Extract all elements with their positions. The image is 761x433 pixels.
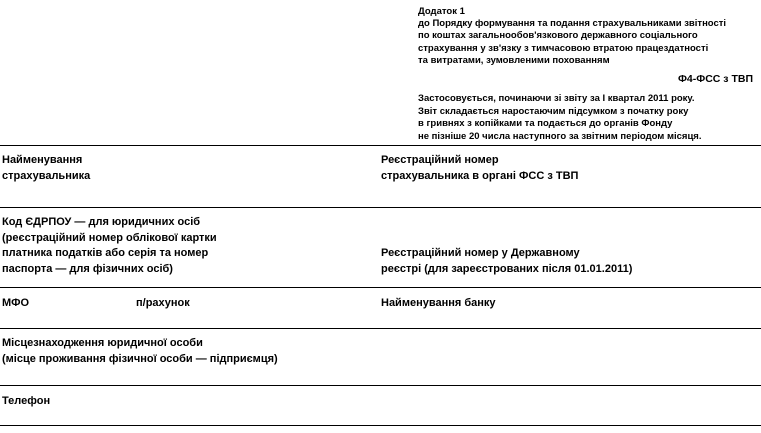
mfo-label: МФО [2,297,30,309]
insurer-name-label [2,153,90,184]
form-code: Ф4-ФСС з ТВП [677,73,753,86]
phone-label: Телефон [2,395,51,407]
header-line-4: страхування у зв'язку з тимчасовою втратою працездатності [418,42,709,54]
edrpou-label-line4: паспорта — для фізичних осіб) [2,262,173,275]
header-note-line-4: не пізніше 20 числа наступного за звітним періодом місяця. [418,130,702,142]
header-line-1: Додаток 1 [418,6,465,17]
state-registry-label-line2: реєстрі (для зареєстрованих після 01.01.2011) [381,262,633,275]
header-block [418,6,753,143]
header-note-line-2: Звіт складається наростаючим підсумком з початку року [418,105,689,117]
divider-5 [0,385,761,386]
registration-number-label-line2: страхувальника в органі ФСС з ТВП [381,169,579,182]
header-line-2: до Порядку формування та подання страхувальниками звітності [418,18,727,30]
location-label-line2: (місце проживання фізичної особи — підприємця) [2,352,278,365]
insurer-name-label-line1: Найменування [2,154,83,166]
state-registry-label [381,246,632,277]
edrpou-label-line1: Код ЄДРПОУ — для юридичних осіб [2,216,201,228]
edrpou-label-line2: (реєстраційний номер облікової картки [2,231,217,244]
registration-number-label-line1: Реєстраційний номер [381,154,499,166]
header-line-5: та витратами, зумовленими похованням [418,54,610,66]
divider-2 [0,207,761,208]
header-line-3: по коштах загальнообов'язкового державного соціального [418,30,698,42]
header-note-line-1: Застосовується, починаючи зі звіту за I квартал 2011 року. [418,93,695,105]
insurer-name-label-line2: страхувальника [2,169,91,182]
divider-1 [0,145,761,146]
location-label [2,336,278,367]
divider-3 [0,287,761,288]
header-note [418,93,753,143]
divider-4 [0,328,761,329]
account-label: п/рахунок [136,297,190,309]
header-note-line-3: в гривнях з копійками та подається до органів Фонду [418,118,673,130]
bank-name-label: Найменування банку [381,297,496,309]
registration-number-label [381,153,578,184]
edrpou-label [2,215,217,277]
state-registry-label-line1: Реєстраційний номер у Державному [381,247,580,259]
edrpou-label-line3: платника податків або серія та номер [2,247,209,259]
location-label-line1: Місцезнаходження юридичної особи [2,337,203,349]
divider-6 [0,425,761,426]
